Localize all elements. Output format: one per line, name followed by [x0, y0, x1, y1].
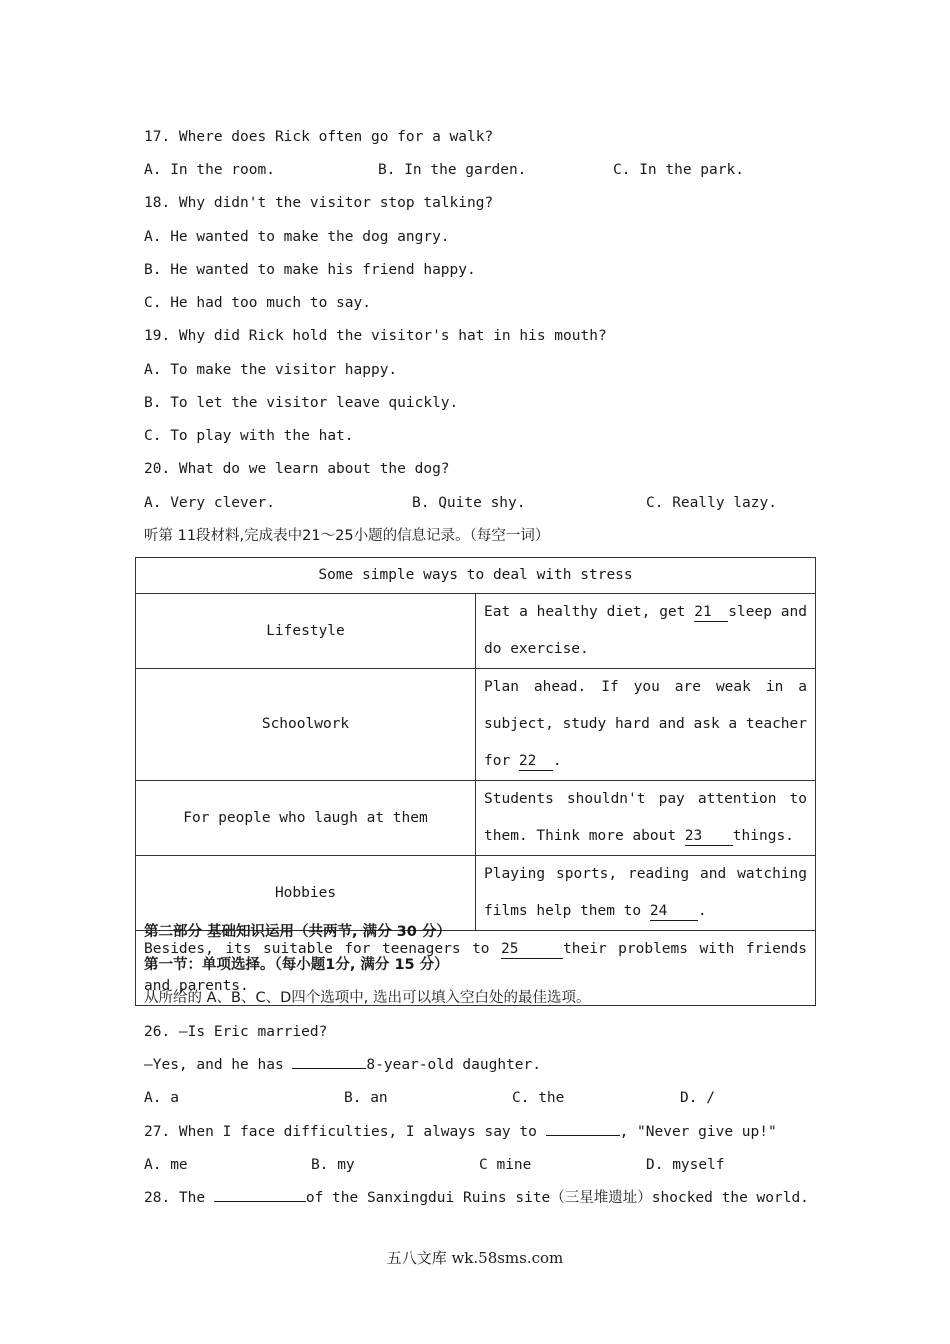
table-row: [136, 669, 816, 781]
row-text: Besides, its suitable for teenagers to: [144, 941, 502, 957]
q27-blank: [546, 1135, 620, 1136]
row-content-schoolwork: [476, 669, 816, 781]
q27-option-b: B. my: [311, 1157, 355, 1173]
table-row: [136, 781, 816, 856]
row-text: Playing sports, reading and watching films help them to: [484, 866, 807, 919]
q20-option-b: B. Quite shy.: [412, 495, 526, 511]
q26-option-c: C. the: [512, 1090, 565, 1106]
q26-option-d: D. /: [680, 1090, 715, 1106]
row-label-people: For people who laugh at them: [136, 781, 476, 856]
answer-blank-21: 21: [694, 603, 728, 622]
row-label-schoolwork: Schoolwork: [136, 669, 476, 781]
row-text: sleep and do exercise.: [484, 604, 807, 657]
q27-text: , "Never give up!": [619, 1124, 777, 1140]
answer-blank-22: 22: [519, 752, 553, 771]
row-text: Eat a healthy diet, get: [484, 604, 695, 620]
page-footer: 五八文库 wk.58sms.com: [386, 1249, 564, 1267]
q18-option-a: A. He wanted to make the dog angry.: [144, 229, 450, 245]
table-title-row: [136, 558, 816, 594]
row-label-hobbies: Hobbies: [136, 856, 476, 931]
q27-option-d: D. myself: [646, 1157, 725, 1173]
row-content-people: [476, 781, 816, 856]
q28-blank: [214, 1201, 306, 1202]
row-label-lifestyle: Lifestyle: [136, 594, 476, 669]
q28-text: of the Sanxingdui Ruins site（三星堆遗址）shocked the world.: [305, 1190, 809, 1206]
answer-blank-23: 23: [685, 827, 733, 846]
row-content-lifestyle: [476, 594, 816, 669]
table-row: [136, 594, 816, 669]
table-row: [136, 856, 816, 931]
question-20: 20. What do we learn about the dog?: [144, 461, 450, 477]
question-17: 17. Where does Rick often go for a walk?: [144, 129, 494, 145]
q27-text: 27. When I face difficulties, I always say to: [144, 1124, 546, 1140]
q20-option-c: C. Really lazy.: [646, 495, 777, 511]
q28-text: 28. The: [144, 1190, 214, 1206]
q27-option-a: A. me: [144, 1157, 188, 1173]
q18-option-c: C. He had too much to say.: [144, 295, 371, 311]
row-text: .: [697, 903, 707, 919]
answer-blank-24: 24: [650, 902, 698, 921]
answer-blank-25: 25: [501, 940, 563, 959]
section1-instruction: 从所给的 A、B、C、D四个选项中, 选出可以填入空白处的最佳选项。: [144, 990, 591, 1006]
q27-option-c: C mine: [479, 1157, 532, 1173]
table-title: Some simple ways to deal with stress: [136, 558, 816, 594]
question-26-answer: [144, 1055, 541, 1075]
q26-text: —Yes, and he has: [144, 1057, 293, 1073]
question-28: [144, 1188, 809, 1208]
question-26: 26. —Is Eric married?: [144, 1024, 328, 1040]
row-text: Plan ahead. If you are weak in a subject, study hard and ask a teacher for: [484, 679, 808, 769]
row-content-hobbies: [476, 856, 816, 931]
row-text: .: [552, 753, 562, 769]
q17-option-b: B. In the garden.: [378, 162, 527, 178]
row-text: their problems with friends and parents.: [144, 941, 807, 994]
q18-option-b: B. He wanted to make his friend happy.: [144, 262, 476, 278]
q19-option-b: B. To let the visitor leave quickly.: [144, 395, 459, 411]
q17-option-a: A. In the room.: [144, 162, 275, 178]
q26-option-b: B. an: [344, 1090, 388, 1106]
question-27: [144, 1122, 777, 1142]
row-text: things.: [732, 828, 794, 844]
q20-option-a: A. Very clever.: [144, 495, 275, 511]
listening-instruction: 听第 11段材料,完成表中21～25小题的信息记录。（每空一词）: [144, 528, 550, 544]
q17-option-c: C. In the park.: [613, 162, 744, 178]
question-19: 19. Why did Rick hold the visitor's hat in his mouth?: [144, 328, 607, 344]
q26-blank: [292, 1068, 366, 1069]
q19-option-a: A. To make the visitor happy.: [144, 362, 398, 378]
question-18: 18. Why didn't the visitor stop talking?: [144, 195, 494, 211]
row-text: Students shouldn't pay attention to them. Think more about: [484, 791, 807, 844]
q19-option-c: C. To play with the hat.: [144, 428, 354, 444]
part2-title: 第二部分 基础知识运用（共两节, 满分 30 分）: [144, 924, 451, 940]
section1-title: 第一节：单项选择。（每小题1分, 满分 15 分）: [144, 957, 449, 973]
q26-text: 8-year-old daughter.: [366, 1057, 542, 1073]
q26-option-a: A. a: [144, 1090, 179, 1106]
